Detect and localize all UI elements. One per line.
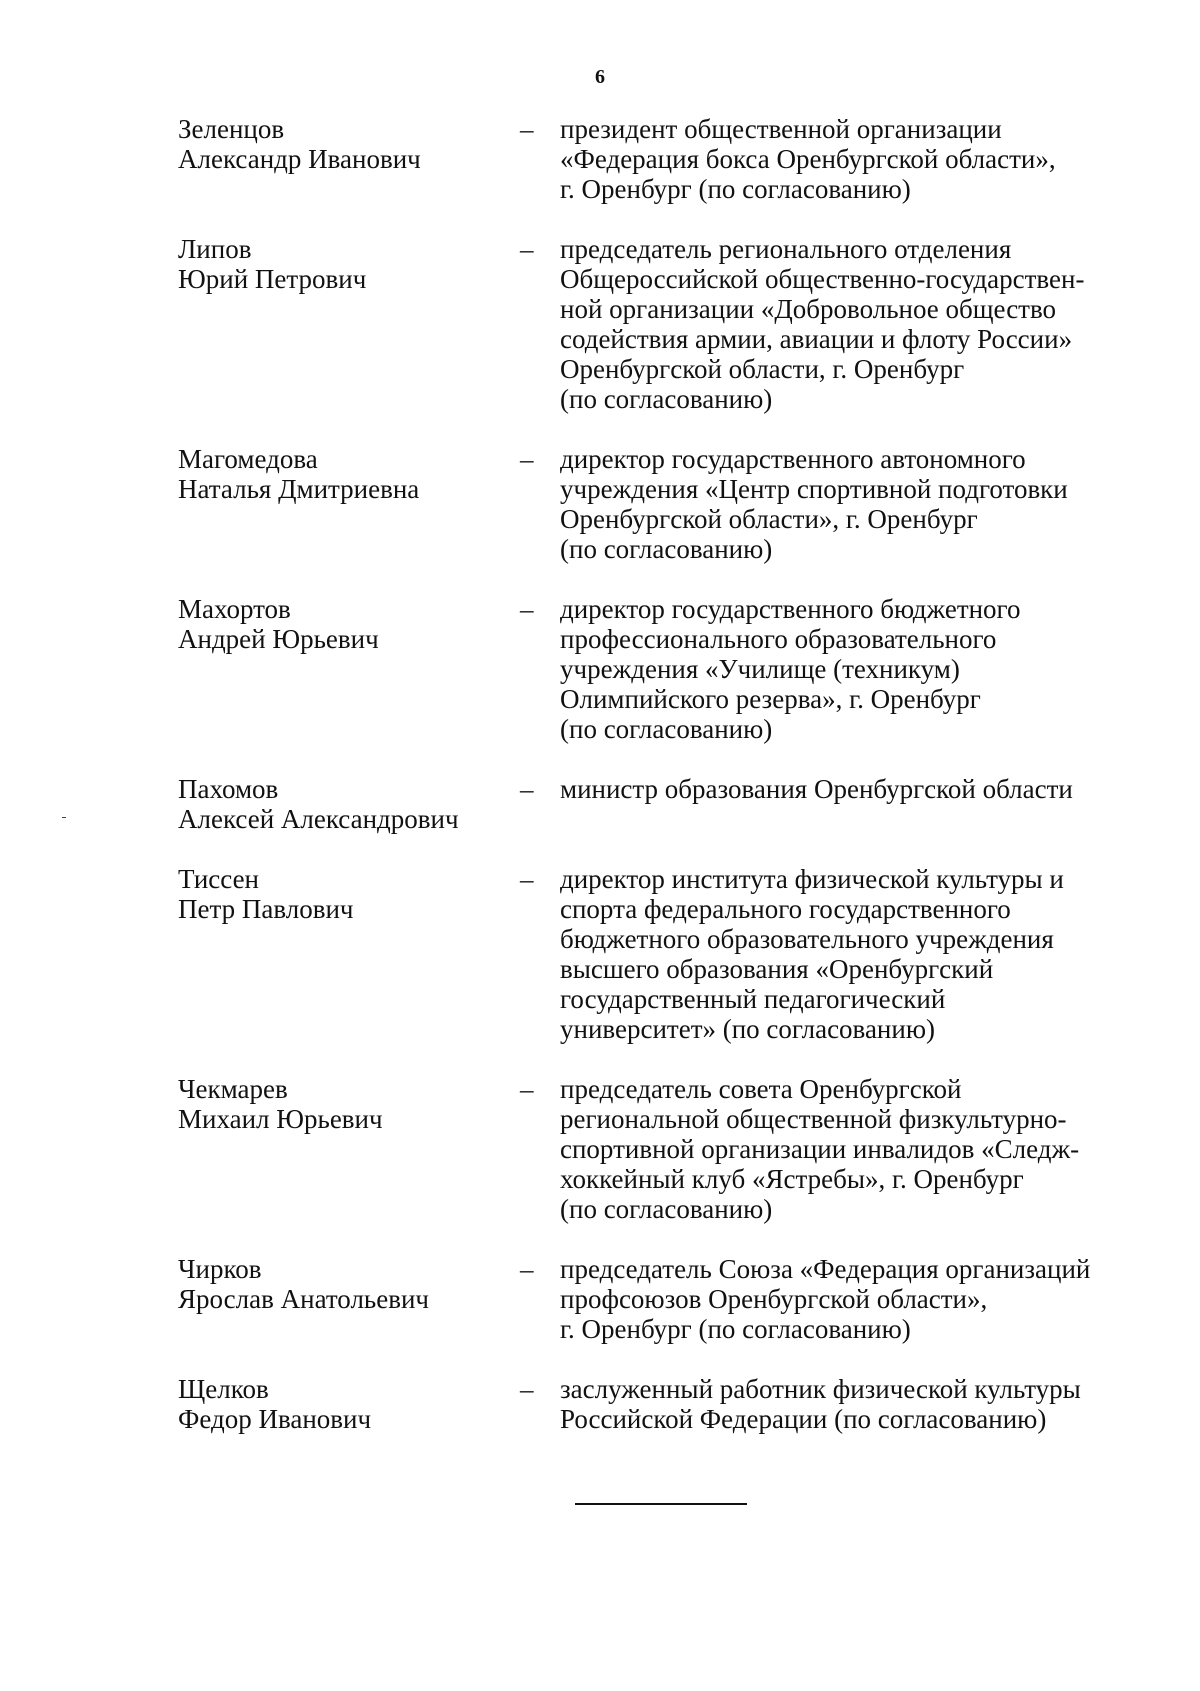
- member-given-names: Алексей Александрович: [178, 804, 459, 834]
- member-name: [178, 234, 520, 294]
- scan-margin-mark: [62, 817, 66, 818]
- member-name: [178, 444, 520, 504]
- member-name: [178, 594, 520, 654]
- member-surname: Чирков: [178, 1254, 262, 1284]
- member-entry: [178, 864, 1138, 1044]
- member-position: директор государственного бюджетного профессионального образовательного учреждения «Училище (техникум) Олимпийского резерва», г. Оренбург (по согласованию): [560, 594, 1021, 744]
- member-given-names: Ярослав Анатольевич: [178, 1284, 429, 1314]
- member-entry: [178, 1374, 1138, 1434]
- member-given-names: Наталья Дмитриевна: [178, 474, 420, 504]
- member-entry: [178, 114, 1138, 204]
- member-position: председатель Союза «Федерация организаций профсоюзов Оренбургской области», г. Оренбург (по согласованию): [560, 1254, 1091, 1344]
- member-surname: Щелков: [178, 1374, 269, 1404]
- member-entry: [178, 444, 1138, 564]
- members-list: [178, 114, 1138, 1464]
- dash-separator: –: [520, 1374, 534, 1404]
- dash-separator: –: [520, 114, 534, 144]
- member-surname: Тиссен: [178, 864, 259, 894]
- member-entry: [178, 1074, 1138, 1224]
- member-entry: [178, 1254, 1138, 1344]
- member-given-names: Федор Иванович: [178, 1404, 372, 1434]
- page-number: 6: [595, 66, 605, 88]
- member-given-names: Андрей Юрьевич: [178, 624, 379, 654]
- dash-separator: –: [520, 594, 534, 624]
- member-name: [178, 1254, 520, 1314]
- dash-separator: –: [520, 864, 534, 894]
- member-name: [178, 864, 520, 924]
- member-given-names: Александр Иванович: [178, 144, 421, 174]
- dash-separator: –: [520, 234, 534, 264]
- member-surname: Липов: [178, 234, 252, 264]
- member-name: [178, 774, 520, 834]
- dash-separator: –: [520, 444, 534, 474]
- member-given-names: Юрий Петрович: [178, 264, 367, 294]
- member-entry: [178, 774, 1138, 834]
- member-surname: Махортов: [178, 594, 291, 624]
- member-position: директор государственного автономного учреждения «Центр спортивной подготовки Оренбургской области», г. Оренбург (по согласованию): [560, 444, 1068, 564]
- member-entry: [178, 594, 1138, 744]
- dash-separator: –: [520, 1074, 534, 1104]
- member-name: [178, 1074, 520, 1134]
- member-name: [178, 1374, 520, 1434]
- member-position: заслуженный работник физической культуры Российской Федерации (по согласованию): [560, 1374, 1081, 1434]
- member-given-names: Петр Павлович: [178, 894, 354, 924]
- member-position: министр образования Оренбургской области: [560, 774, 1073, 804]
- member-position: председатель совета Оренбургской региональной общественной физкультурно- спортивной организации инвалидов «Следж- хоккейный клуб «Ястребы», г. Оренбург (по согласованию): [560, 1074, 1080, 1224]
- member-surname: Чекмарев: [178, 1074, 288, 1104]
- dash-separator: –: [520, 774, 534, 804]
- member-surname: Пахомов: [178, 774, 279, 804]
- member-given-names: Михаил Юрьевич: [178, 1104, 383, 1134]
- member-position: председатель регионального отделения Общероссийской общественно-государствен- ной организации «Добровольное общество содействия армии, авиации и флоту России» Оренбургской области, г. Оренбург (по согласованию): [560, 234, 1085, 414]
- member-position: директор института физической культуры и спорта федерального государственного бюджетного образовательного учреждения высшего образования «Оренбургский государственный педагогический университет» (по согласованию): [560, 864, 1064, 1044]
- member-position: президент общественной организации «Федерация бокса Оренбургской области», г. Оренбург (по согласованию): [560, 114, 1056, 204]
- end-of-list-rule: [575, 1503, 747, 1505]
- member-surname: Магомедова: [178, 444, 318, 474]
- dash-separator: –: [520, 1254, 534, 1284]
- member-surname: Зеленцов: [178, 114, 285, 144]
- member-entry: [178, 234, 1138, 414]
- member-name: [178, 114, 520, 174]
